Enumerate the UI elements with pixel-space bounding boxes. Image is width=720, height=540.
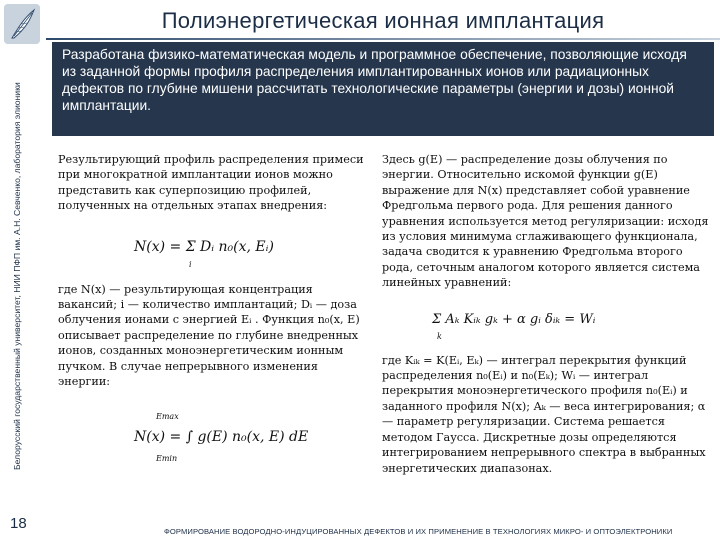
title-divider [46,38,720,40]
page-title: Полиэнергетическая ионная имплантация [161,8,605,33]
formula-integral-text: N(x) = ∫ g(E) n₀(x, E) dE [134,429,309,446]
formula-linear-system-text: Σ Aₖ Kᵢₖ gₖ + α gᵢ δᵢₖ = Wᵢ [432,311,596,327]
left-paragraph-1: Результирующий профиль распределения примеси при многократной имплантации ионов можно представить как суперпозицию профилей, полученных на отдельных этапах внедрения: [58,153,364,213]
formula-superposition [58,224,373,270]
formula-integral-lower: Emin [156,454,178,464]
intro-panel: Разработана физико-математическая модель и программное обеспечение, позволяющие исходя из заданной формы профиля распределения имплантированных ионов или радиационных дефектов по глубине мишени рассчитать технологические параметры (энергии и дозы) ионной имплантации. [52,42,714,136]
formula-linear-system [382,299,712,343]
left-paragraph-2: где N(x) — результирующая концентрация вакансий; i — количество имплантаций; Dᵢ — доза облучения ионами с энергией Eᵢ . Функция n₀(x, E) описывает распределение по глубине внедренных ионов, созданных моноэнергетическим ионным пучком. В случае непрерывного изменения энергии: [58,282,360,389]
formula-integral-upper: Emax [156,412,179,422]
sidebar [0,0,46,540]
formula-superposition-text: N(x) = Σ Dᵢ n₀(x, Eᵢ) [134,238,274,255]
formula-linear-system-sub: k [437,331,442,341]
right-paragraph-1: Здесь g(E) — распределение дозы облучения по энергии. Относительно искомой функции g(E) выражение для N(x) представляет собой уравнение Фредгольма первого рода. Для решения данного уравнения используется метод регуляризации: исходя из условия минимума сглаживающего функционала, задача сводится к уравнению Фредгольма второго рода, сеточным аналогом которого является система линейных уравнений: [382,153,709,290]
right-paragraph-2: где Kᵢₖ = K(Eᵢ, Eₖ) — интеграл перекрытия функций распределения n₀(Eᵢ) и n₀(Eₖ); Wᵢ — интеграл перекрытия моноэнергетического профиля n₀(Eᵢ) и заданного профиля N(x); Aₖ — веса интегрирования; α — параметр регуляризации. Система решается методом Гаусса. Дискретные дозы определяются интегрированием непрерывного спектра в выбранных энергетических диапазонах. [382,353,706,475]
footer-text: ФОРМИРОВАНИЕ ВОДОРОДНО-ИНДУЦИРОВАННЫХ ДЕФЕКТОВ И ИХ ПРИМЕНЕНИЕ В ТЕХНОЛОГИЯХ МИКРО- И ОПТОЭЛЕКТРОНИКИ [164,527,673,536]
sidebar-vertical-text: Белорусский государственный университет, НИИ ПФП им. А.Н. Севченко, лаборатория элионики [12,82,22,470]
left-column [58,152,373,477]
formula-integral [58,405,373,465]
page-number: 18 [10,515,27,532]
right-column [382,152,712,476]
feather-quill-emblem-icon [4,4,40,44]
formula-superposition-sub: i [189,259,192,269]
